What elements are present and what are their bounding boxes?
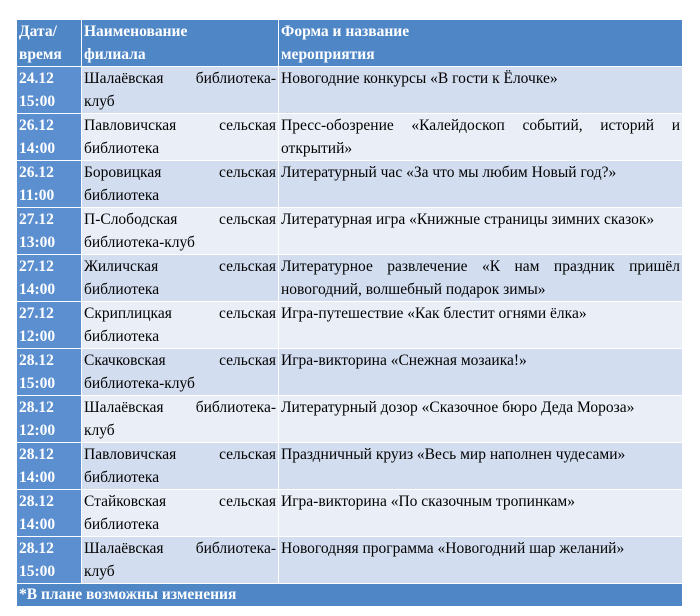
header-branch: Наименование филиала [82,20,279,67]
date-cell: 26.12 14:00 [17,114,82,161]
date-cell: 24.12 15:00 [17,67,82,114]
event-cell: Литературный час «За что мы любим Новый год?» [279,161,683,208]
branch-cell: Стайковская сельская библиотека [82,490,279,537]
event-cell: Пресс-обозрение «Калейдоскоп событий, историй и открытий» [279,114,683,161]
event-cell: Литературное развлечение «К нам праздник пришёл новогодний, волшебный подарок зимы» [279,255,683,302]
event-cell: Праздничный круиз «Весь мир наполнен чудесами» [279,443,683,490]
header-date: Дата/ время [17,20,82,67]
event-cell: Литературная игра «Книжные страницы зимних сказок» [279,208,683,255]
branch-cell: Шалаёвская библиотека- клуб [82,67,279,114]
table-row [17,67,683,114]
date-cell: 28.12 15:00 [17,349,82,396]
branch-cell: Павловичская сельская библиотека [82,114,279,161]
footer-note: *В плане возможны изменения [17,584,683,607]
table-row [17,114,683,161]
branch-cell: Шалаёвская библиотека- клуб [82,396,279,443]
date-cell: 27.12 12:00 [17,302,82,349]
branch-cell: П-Слободская сельская библиотека-клуб [82,208,279,255]
event-cell: Игра-викторина «Снежная мозаика!» [279,349,683,396]
branch-cell: Скачковская сельская библиотека-клуб [82,349,279,396]
date-cell: 26.12 11:00 [17,161,82,208]
table-row [17,161,683,208]
branch-cell: Скриплицкая сельская библиотека [82,302,279,349]
date-cell: 28.12 14:00 [17,443,82,490]
table-row [17,255,683,302]
table-row [17,302,683,349]
table-row [17,537,683,584]
branch-cell: Жиличская сельская библиотека [82,255,279,302]
event-cell: Литературный дозор «Сказочное бюро Деда Мороза» [279,396,683,443]
date-cell: 27.12 13:00 [17,208,82,255]
table-row [17,208,683,255]
table-body [17,67,683,584]
date-cell: 28.12 12:00 [17,396,82,443]
branch-cell: Боровицкая сельская библиотека [82,161,279,208]
events-schedule-table [16,19,683,607]
branch-cell: Павловичская сельская библиотека [82,443,279,490]
event-cell: Игра-викторина «По сказочным тропинкам» [279,490,683,537]
event-cell: Игра-путешествие «Как блестит огнями ёлка» [279,302,683,349]
event-cell: Новогодняя программа «Новогодний шар желаний» [279,537,683,584]
table-header [17,20,683,67]
table-row [17,396,683,443]
table-row [17,349,683,396]
date-cell: 28.12 14:00 [17,490,82,537]
header-event: Форма и название мероприятия [279,20,683,67]
branch-cell: Шалаёвская библиотека- клуб [82,537,279,584]
table-row [17,490,683,537]
date-cell: 27.12 14:00 [17,255,82,302]
date-cell: 28.12 15:00 [17,537,82,584]
event-cell: Новогодние конкурсы «В гости к Ёлочке» [279,67,683,114]
table-row [17,443,683,490]
